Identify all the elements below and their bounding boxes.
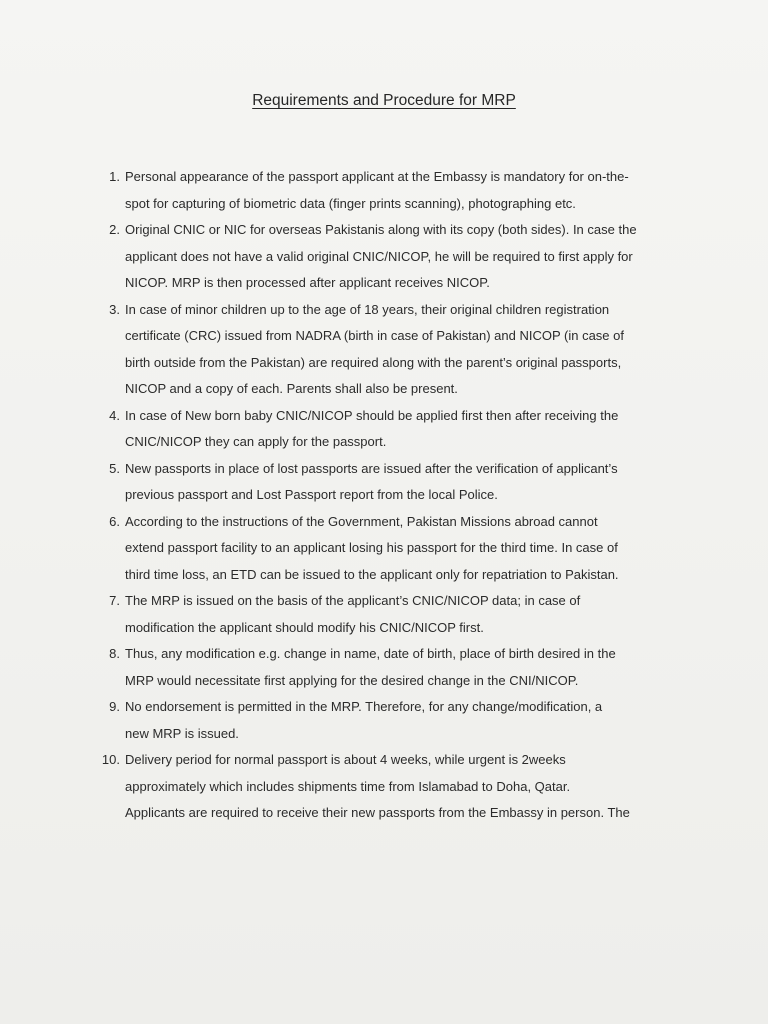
item-line: applicant does not have a valid original CNIC/NICOP, he will be required to first apply for bbox=[125, 248, 633, 264]
item-line: Personal appearance of the passport applicant at the Embassy is mandatory for on-the- bbox=[125, 169, 629, 184]
item-line: birth outside from the Pakistan) are required along with the parent’s original passports, bbox=[125, 354, 622, 370]
item-number: 8. bbox=[109, 646, 120, 661]
item-line: previous passport and Lost Passport report from the local Police. bbox=[125, 487, 498, 502]
item-line: third time loss, an ETD can be issued to the applicant only for repatriation to Pakistan. bbox=[125, 566, 619, 582]
item-text bbox=[125, 164, 685, 217]
list-item bbox=[0, 588, 768, 641]
list-item bbox=[0, 509, 768, 589]
item-line: In case of minor children up to the age of 18 years, their original children registration bbox=[125, 301, 610, 317]
list-item bbox=[0, 297, 768, 403]
item-line: spot for capturing of biometric data (finger prints scanning), photographing etc. bbox=[125, 195, 576, 211]
item-line: Original CNIC or NIC for overseas Pakistanis along with its copy (both sides). In case the bbox=[125, 222, 637, 237]
item-line: MRP would necessitate first applying for the desired change in the CNI/NICOP. bbox=[125, 672, 579, 688]
item-number: 3. bbox=[109, 301, 120, 317]
item-line: CNIC/NICOP they can apply for the passport. bbox=[125, 434, 387, 449]
item-number: 2. bbox=[109, 222, 120, 237]
item-text bbox=[125, 694, 685, 747]
item-line: The MRP is issued on the basis of the applicant’s CNIC/NICOP data; in case of bbox=[125, 593, 581, 608]
item-text bbox=[125, 297, 685, 403]
item-text bbox=[125, 747, 685, 827]
list-item bbox=[0, 641, 768, 694]
list-item bbox=[0, 217, 768, 297]
item-text bbox=[125, 217, 685, 297]
item-text bbox=[125, 509, 685, 589]
document-title: Requirements and Procedure for MRP bbox=[252, 92, 516, 109]
item-number: 5. bbox=[109, 460, 120, 476]
item-line: According to the instructions of the Government, Pakistan Missions abroad cannot bbox=[125, 513, 598, 529]
item-number: 10. bbox=[101, 752, 120, 767]
item-line: NICOP. MRP is then processed after applicant receives NICOP. bbox=[125, 275, 490, 290]
item-line: modification the applicant should modify his CNIC/NICOP first. bbox=[125, 619, 484, 635]
item-line: In case of New born baby CNIC/NICOP should be applied first then after receiving the bbox=[125, 407, 619, 423]
item-line: Thus, any modification e.g. change in name, date of birth, place of birth desired in the bbox=[125, 646, 616, 661]
item-line: approximately which includes shipments time from Islamabad to Doha, Qatar. bbox=[125, 778, 571, 794]
item-number: 7. bbox=[109, 593, 120, 608]
item-line: No endorsement is permitted in the MRP. Therefore, for any change/modification, a bbox=[125, 699, 603, 714]
item-line: Delivery period for normal passport is about 4 weeks, while urgent is 2weeks bbox=[125, 752, 566, 767]
item-line: Applicants are required to receive their new passports from the Embassy in person. The bbox=[125, 805, 630, 820]
item-text bbox=[125, 403, 685, 456]
item-line: extend passport facility to an applicant losing his passport for the third time. In case of bbox=[125, 540, 618, 555]
item-number: 4. bbox=[109, 407, 120, 423]
list-item bbox=[0, 694, 768, 747]
requirements-list bbox=[0, 164, 768, 827]
item-number: 9. bbox=[109, 699, 120, 714]
item-line: New passports in place of lost passports are issued after the verification of applicant’s bbox=[125, 460, 618, 476]
item-line: NICOP and a copy of each. Parents shall also be present. bbox=[125, 381, 458, 396]
item-line: certificate (CRC) issued from NADRA (birth in case of Pakistan) and NICOP (in case of bbox=[125, 328, 624, 343]
list-item bbox=[0, 747, 768, 827]
list-item bbox=[0, 164, 768, 217]
item-text bbox=[125, 588, 685, 641]
item-number: 6. bbox=[109, 513, 120, 529]
item-text bbox=[125, 456, 685, 509]
list-item bbox=[0, 403, 768, 456]
item-text bbox=[125, 641, 685, 694]
item-line: new MRP is issued. bbox=[125, 725, 239, 741]
list-item bbox=[0, 456, 768, 509]
item-number: 1. bbox=[109, 169, 120, 184]
